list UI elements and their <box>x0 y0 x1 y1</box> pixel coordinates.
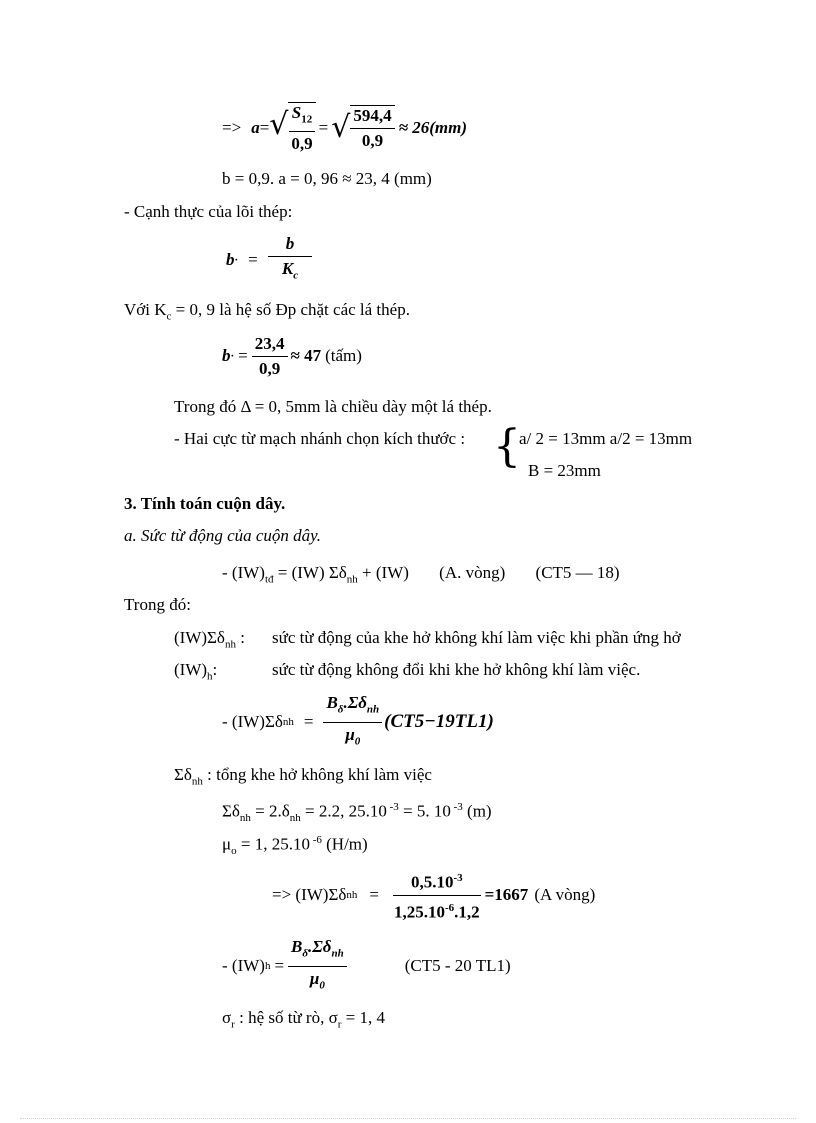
mu-value: $\mu_o = 1$, 25.10 $^{-6}$ (H/m) <box>222 834 368 858</box>
sqrt-s12: √ $\frac{S_{12}}{0,9}$ <box>269 102 315 154</box>
equals-sign-2: = <box>318 118 329 137</box>
hai-cuc-line: - Hai cực từ mạch nhánh chọn kích thước : <box>174 429 466 448</box>
trong-do-label: Trong đó: <box>124 595 191 614</box>
page-bottom-border <box>20 1118 796 1119</box>
sum-value: $\Sigma\delta_{nh} = 2.\delta_{nh} = 2.2$, 25.10 $^{-3}$ = 5. 10 $^{-3}$ (m) <box>222 801 492 825</box>
brace-icon: { <box>493 421 521 472</box>
equation-bprime-2: b · = $\frac{23,4}{0,9}$ ≈ 47 (tấm) <box>222 333 362 378</box>
brace-line-1: a/ 2 = 13mm a/2 = 13mm <box>519 429 693 448</box>
equation-a <box>222 100 467 156</box>
definition-1-desc: sức từ động của khe hở không khí làm việc khi phần ứng hở <box>272 628 681 647</box>
sqrt-594: √ $\frac{594,4}{0,9}$ <box>331 105 394 151</box>
equation-result: => (IW)Σδ nh = $\frac{0,5.10^{-3}}{1,25.10^{-6}.1,2}$ =1667 (A vòng) <box>272 866 595 924</box>
equals-sign: = <box>259 118 270 137</box>
equation-iwh: - (IW) h = $\frac{B_\delta.\Sigma\delta_{nh}}{\mu_0}$ (CT5 - 20 TL1) <box>222 937 511 991</box>
brace-line-2: B = 23mm <box>528 461 601 480</box>
voi-kc-line: Với $K_c = 0$, 9 là hệ số Đp chặt các lá thép. <box>124 300 410 323</box>
implies-arrow: => <box>222 118 242 137</box>
line-b: b = 0,9. a = 0, 96 ≈ 23, 4 (mm) <box>222 169 432 188</box>
definition-1-term: $(IW)\Sigma\delta_{nh}$ : <box>174 628 245 651</box>
sum-label: $\Sigma\delta_{nh}$ : tổng khe hở không khí làm việc <box>174 765 432 788</box>
result-a: ≈ 26(mm) <box>398 118 467 137</box>
var-a: a <box>251 118 260 137</box>
section-3a-heading: a. Sức từ động của cuộn dây. <box>124 526 322 545</box>
equation-iw: - $(IW)_{tđ} = (IW) \Sigma\delta_{nh} + (IW)$ (A. vòng) (CT5 — 18) <box>222 563 620 586</box>
equation-bprime: b · = $\frac{b}{K_c}$ <box>226 232 312 288</box>
canh-thuc-heading: - Cạnh thực của lõi thép: <box>124 202 293 221</box>
definition-2-term: $(IW)_h$: <box>174 660 218 683</box>
equation-iwsum: - (IW)Σδ nh = $\frac{B_\delta.\Sigma\delta_{nh}}{\mu_0}$ (CT5−19TL1) <box>222 693 494 747</box>
section-3-heading: 3. Tính toán cuộn dây. <box>124 494 286 513</box>
trong-do-delta: Trong đó Δ = 0, 5mm là chiều dày một lá thép. <box>174 397 492 416</box>
sigma-r-line: $\sigma_r$ : hệ số từ rò, $\sigma_r = 1$, 4 <box>222 1008 386 1031</box>
definition-2-desc: sức từ động không đổi khi khe hở không khí làm việc. <box>272 660 641 679</box>
